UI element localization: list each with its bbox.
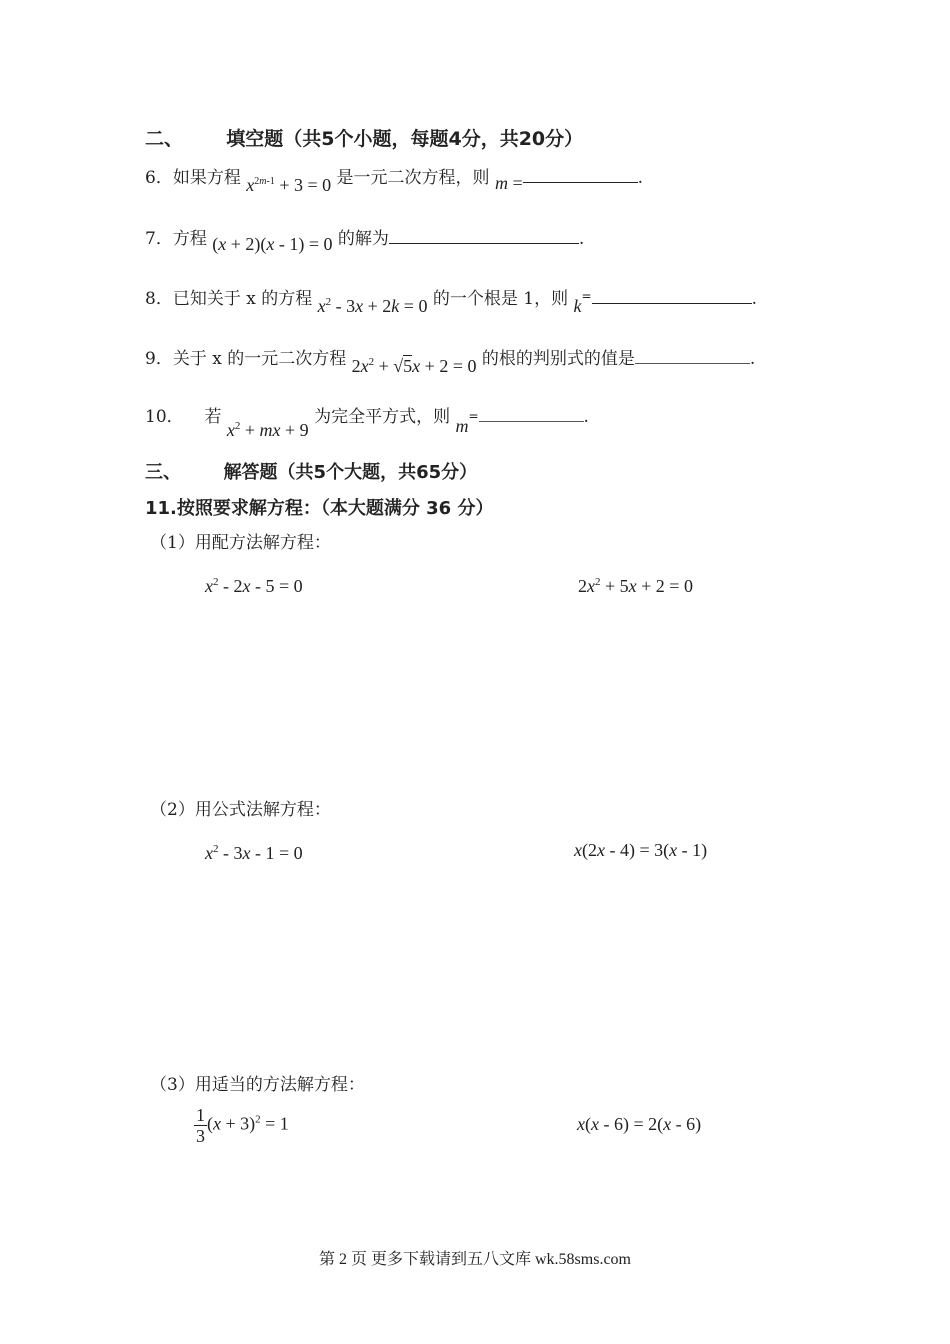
- answer-blank[interactable]: [635, 349, 750, 364]
- period: .: [583, 407, 589, 427]
- section-3-header: [145, 458, 477, 484]
- question-8: 8．已知关于 x 的方程 $x^2 - 3x + 2k = 0$ 的一个根是 1，则 k= .: [145, 289, 757, 316]
- part-3-equation-b: x(x - 6) = 2(x - 6): [577, 1114, 702, 1134]
- question-number: 8．: [145, 289, 173, 309]
- answer-blank[interactable]: [592, 289, 752, 304]
- equation: $x^2 - 3x + 2k = 0$: [317, 296, 428, 316]
- part-1-equation-b: $2x^2 + 5x + 2 = 0$: [578, 576, 693, 596]
- question-6: [145, 163, 643, 195]
- question-number: 10．: [145, 407, 184, 427]
- answer-variable: m: [455, 416, 469, 436]
- equation: $x^2$ + mx + 9: [226, 420, 309, 440]
- question-text: 的根的判别式的值是: [481, 349, 635, 369]
- page-footer: 第 2 页 更多下载请到五八文库 wk.58sms.com: [318, 1251, 631, 1268]
- section-2-title: 填空题（共5个小题，每题4分，共20分）: [226, 128, 584, 150]
- question-9: [145, 344, 756, 376]
- period: .: [749, 349, 756, 369]
- question-7: [145, 224, 585, 254]
- answer-variable: m =: [494, 173, 523, 193]
- period: .: [637, 168, 643, 188]
- equation: (x + 2)(x - 1) = 0: [212, 234, 333, 254]
- question-10: 10． 若 $x^2$ + mx + 9 为完全平方式，则 m= .: [145, 407, 589, 440]
- question-number: 7．: [145, 229, 173, 249]
- section-2-header: [145, 124, 583, 151]
- answer-variable: k: [573, 296, 582, 316]
- part-1-label: （1）用配方法解方程：: [150, 533, 331, 553]
- question-text: 是一元二次方程，则: [336, 168, 490, 188]
- question-number: 9．: [145, 349, 173, 369]
- question-text: 已知关于 x 的方程: [172, 289, 313, 309]
- part-1-equation-a: $x^2 - 2x - 5 = 0$: [205, 576, 303, 596]
- answer-blank[interactable]: [479, 407, 584, 422]
- period: .: [751, 289, 757, 309]
- part-3-label: （3）用适当的方法解方程：: [150, 1075, 365, 1095]
- question-text: 若: [204, 407, 222, 427]
- answer-blank[interactable]: [389, 229, 579, 244]
- part-2-equation-b: x(2x - 4) = 3(x - 1): [574, 840, 708, 860]
- question-11-title: 11.按照要求解方程：（本大题满分 36 分）: [145, 498, 494, 519]
- answer-blank[interactable]: [523, 168, 638, 183]
- fraction-one-third: $\frac{1}{3}$: [196, 1105, 205, 1146]
- question-text: 为完全平方式，则: [314, 407, 451, 427]
- question-text: 的一个根是 1，则: [432, 289, 569, 309]
- period: .: [578, 229, 585, 249]
- part-2-equation-a: $x^2 - 3x - 1 = 0$: [205, 843, 303, 863]
- section-2-number: 二、: [145, 128, 184, 150]
- question-text: 的解为: [337, 229, 389, 249]
- question-text: 关于 x 的一元二次方程: [172, 349, 347, 369]
- equation: $x^{2m-1} + 3 = 0$: [246, 175, 332, 195]
- question-text: 如果方程: [172, 168, 241, 188]
- equation: $2x^2 + √5x + 2 = 0$: [351, 356, 477, 376]
- section-3-number: 三、: [145, 462, 181, 483]
- section-3-title: 解答题（共5个大题，共65分）: [223, 462, 478, 483]
- part-3-equation-a: $\frac{1}{3}$ $(x + 3)^2 = 1$: [196, 1105, 289, 1146]
- question-number: 6．: [145, 168, 173, 188]
- question-text: 方程: [172, 229, 207, 249]
- part-2-label: （2）用公式法解方程：: [150, 800, 331, 820]
